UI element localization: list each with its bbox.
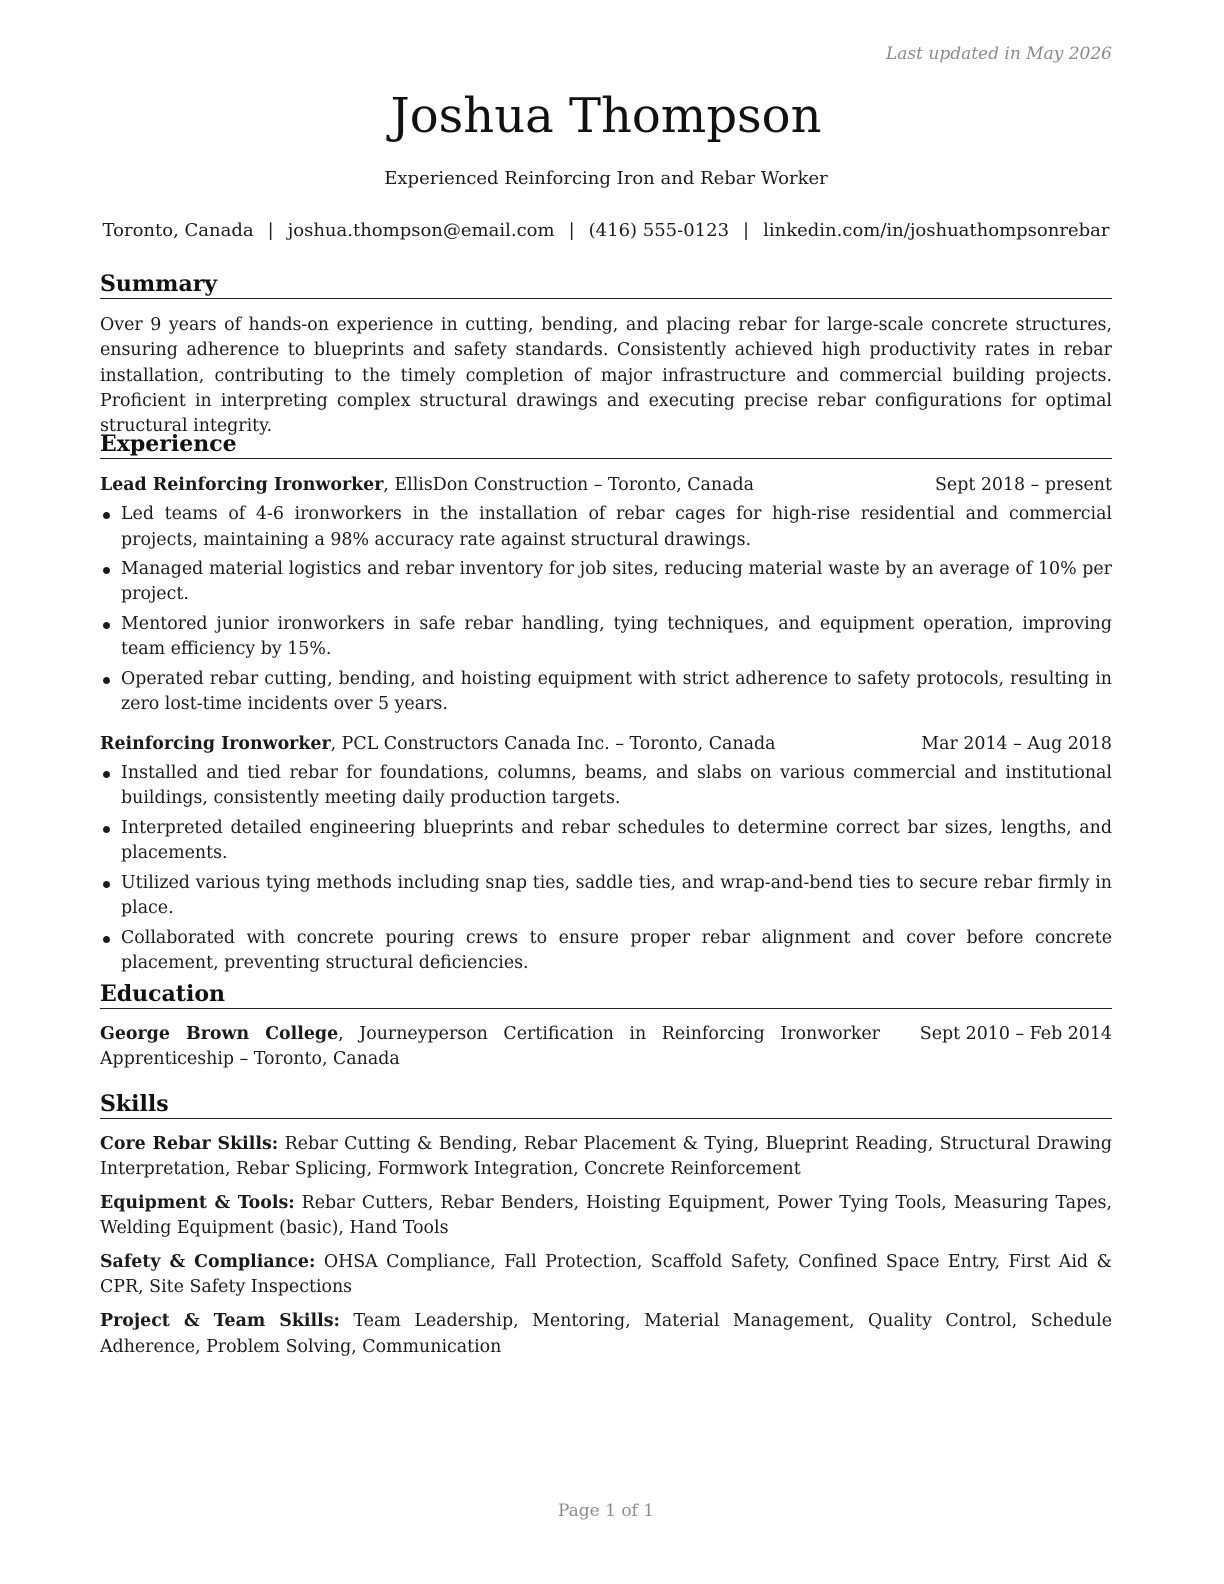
education-section (100, 980, 1112, 1073)
contact-separator: | (267, 220, 274, 241)
contact-separator: | (743, 220, 750, 241)
skill-group (100, 1250, 1112, 1301)
skill-label: Equipment & Tools: (100, 1193, 295, 1214)
skill-group (100, 1132, 1112, 1183)
job-entry (100, 732, 1112, 977)
contact-separator: | (568, 220, 575, 241)
education-detail: , Journeyperson Certification in Reinforcing Ironworker Apprenticeship – Toronto, Canada (100, 1024, 880, 1070)
education-school: George Brown College (100, 1024, 339, 1044)
skill-group (100, 1191, 1112, 1242)
experience-section (100, 430, 1112, 980)
job-dates: Sept 2018 – present (934, 475, 1112, 495)
job-bullet: Led teams of 4-6 ironworkers in the installation of rebar cages for high-rise residential and commercial projects, maintaining a 98% accuracy rate against structural drawings. (100, 502, 1112, 553)
candidate-name: Joshua Thompson (390, 88, 822, 144)
section-title-summary: Summary (100, 270, 1112, 299)
job-bullets (100, 502, 1112, 717)
skill-label: Core Rebar Skills: (100, 1134, 279, 1154)
job-dates: Mar 2014 – Aug 2018 (921, 733, 1112, 754)
job-bullet: Installed and tied rebar for foundations, columns, beams, and slabs on various commercial and institutional buildings, consistently meeting daily production targets. (100, 761, 1112, 812)
skill-items: OHSA Compliance, Fall Protection, Scaffold Safety, Confined Space Entry, First Aid & CPR, Site Safety Inspections (100, 1252, 1112, 1298)
education-dates: Sept 2010 – Feb 2014 (919, 1024, 1112, 1044)
job-bullet: Utilized various tying methods including snap ties, saddle ties, and wrap-and-bend ties to secure rebar firmly in place. (100, 871, 1112, 922)
skill-items: Team Leadership, Mentoring, Material Management, Quality Control, Schedule Adherence, Problem Solving, Communication (100, 1311, 1112, 1357)
job-entry (100, 473, 1112, 718)
last-updated: Last updated in May 2026 (885, 44, 1112, 64)
job-bullets (100, 761, 1112, 976)
candidate-tagline: Experienced Reinforcing Iron and Rebar Worker (384, 168, 828, 189)
section-title-skills: Skills (100, 1090, 1112, 1119)
summary-text: Over 9 years of hands-on experience in cutting, bending, and placing rebar for large-scale concrete structures, ensuring adherence to blueprints and safety standards. Consistently achieved high productivity rates in rebar installation, contributing to the timely completion of major infrastructure and commercial building projects. Proficient in interpreting complex structural drawings and executing precise rebar configurations for optimal structural integrity. (100, 315, 1112, 437)
skill-label: Project & Team Skills: (100, 1311, 340, 1332)
skill-items: Rebar Cutting & Bending, Rebar Placement & Tying, Blueprint Reading, Structural Drawing Interpretation, Rebar Splicing, Formwork Integration, Concrete Reinforcement (100, 1134, 1112, 1180)
page-number: Page 1 of 1 (557, 1501, 655, 1521)
job-bullet: Mentored junior ironworkers in safe rebar handling, tying techniques, and equipment operation, improving team efficiency by 15%. (100, 612, 1112, 663)
skills-section (100, 1090, 1112, 1360)
skill-items: Rebar Cutters, Rebar Benders, Hoisting Equipment, Power Tying Tools, Measuring Tapes, Welding Equipment (basic), Hand Tools (100, 1193, 1112, 1239)
education-entry (100, 1022, 1112, 1073)
summary-section (100, 270, 1112, 439)
contact-location: Toronto, Canada (102, 220, 254, 241)
job-org: , PCL Constructors Canada Inc. – Toronto, Canada (330, 733, 776, 754)
contact-email[interactable]: joshua.thompson@email.com (287, 220, 555, 241)
job-org: , EllisDon Construction – Toronto, Canada (383, 475, 754, 495)
job-bullet: Managed material logistics and rebar inventory for job sites, reducing material waste by an average of 10% per project. (100, 557, 1112, 608)
contact-phone: (416) 555-0123 (588, 220, 730, 241)
job-bullet: Operated rebar cutting, bending, and hoisting equipment with strict adherence to safety protocols, resulting in zero lost-time incidents over 5 years. (100, 667, 1112, 718)
job-bullet: Interpreted detailed engineering blueprints and rebar schedules to determine correct bar sizes, lengths, and placements. (100, 816, 1112, 867)
contact-line (92, 219, 1120, 243)
job-role: Lead Reinforcing Ironworker (100, 475, 384, 495)
job-header (100, 732, 1112, 757)
job-header (100, 473, 1112, 498)
skill-group (100, 1309, 1112, 1360)
job-role: Reinforcing Ironworker (100, 733, 331, 754)
section-title-experience: Experience (100, 430, 1112, 459)
skill-label: Safety & Compliance: (100, 1252, 316, 1273)
job-bullet: Collaborated with concrete pouring crews to ensure proper rebar alignment and cover before concrete placement, preventing structural deficiencies. (100, 926, 1112, 977)
contact-linkedin[interactable]: linkedin.com/in/joshuathompsonrebar (763, 220, 1110, 241)
section-title-education: Education (100, 980, 1112, 1009)
